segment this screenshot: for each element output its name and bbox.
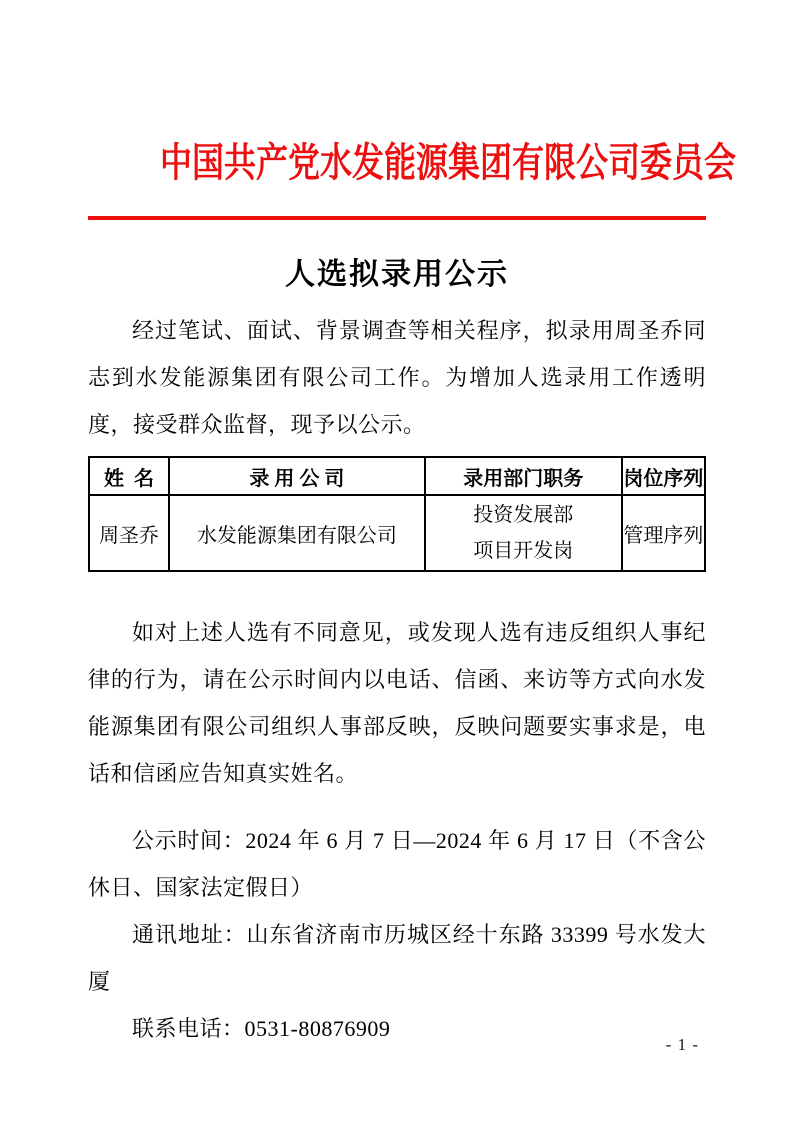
column-header-department: 录用部门职务 <box>425 457 622 495</box>
feedback-paragraph: 如对上述人选有不同意见，或发现人选有违反组织人事纪律的行为，请在公示时间内以电话、信函、来访等方式向水发能源集团有限公司组织人事部反映，反映问题要实事求是，电话和信函应告知真实姓名。 <box>88 620 706 786</box>
department-line-2: 项目开发岗 <box>473 540 574 562</box>
column-header-name: 姓 名 <box>89 457 169 495</box>
table-row <box>89 495 705 571</box>
cell-position-series: 管理序列 <box>622 495 705 571</box>
party-committee-header <box>88 140 736 185</box>
cell-department <box>425 495 622 571</box>
candidate-table <box>88 456 706 572</box>
department-line-1: 投资发展部 <box>473 504 574 526</box>
cell-company: 水发能源集团有限公司 <box>169 495 425 571</box>
column-header-position-series: 岗位序列 <box>622 457 705 495</box>
cell-candidate-name: 周圣乔 <box>89 495 169 571</box>
contact-phone-line: 联系电话：0531-80876909 <box>132 1016 391 1041</box>
column-header-company: 录 用 公 司 <box>169 457 425 495</box>
page-number: - 1 - <box>665 1035 699 1054</box>
document-content <box>88 0 736 1052</box>
intro-paragraph: 经过笔试、面试、背景调查等相关程序，拟录用周圣乔同志到水发能源集团有限公司工作。为增加人选录用工作透明度，接受群众监督，现予以公示。 <box>88 318 706 437</box>
document-title: 人选拟录用公示 <box>285 258 509 291</box>
notice-period-line: 公示时间：2024 年 6 月 7 日—2024 年 6 月 17 日（不含公休日、国家法定假日） <box>88 828 706 900</box>
table-header-row <box>89 457 705 495</box>
contact-address-line: 通讯地址：山东省济南市历城区经十东路 33399 号水发大厦 <box>88 922 706 994</box>
party-committee-title: 中国共产党水发能源集团有限公司委员会 <box>160 140 736 185</box>
red-divider-line <box>88 216 706 220</box>
